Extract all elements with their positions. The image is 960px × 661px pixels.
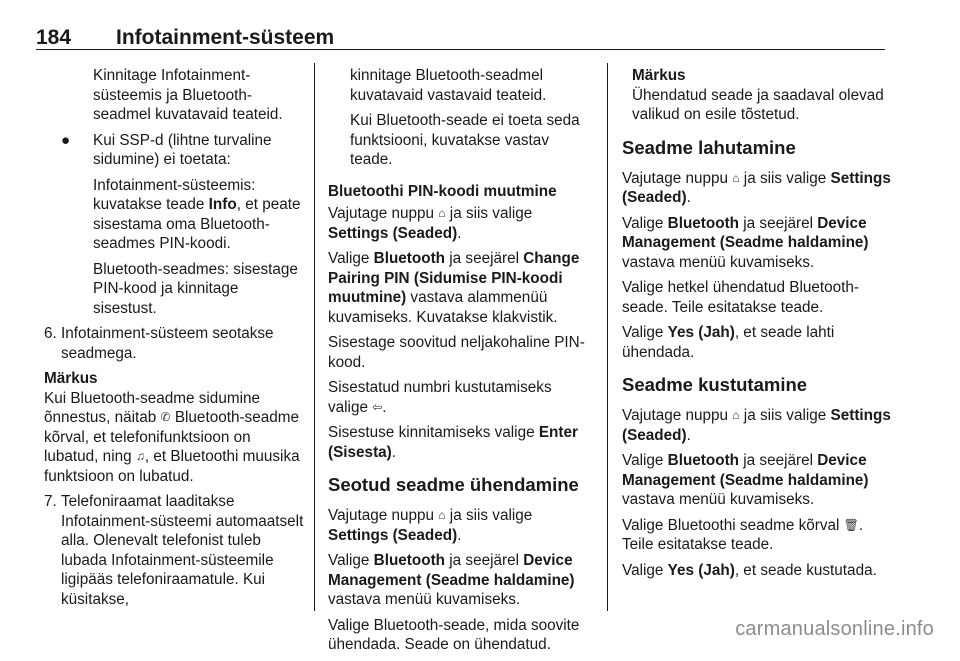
column-1 <box>44 66 306 615</box>
header-rule <box>36 49 885 50</box>
paragraph: Sisestatud numbri kustutamiseks valige ⇦. <box>328 379 552 416</box>
paragraph: Valige Yes (Jah), et seade lahti ühendada. <box>622 324 835 361</box>
list-item-7 <box>44 492 306 609</box>
note-label: Märkus <box>632 67 686 84</box>
home-icon: ⌂ <box>732 408 740 422</box>
music-note-icon: ♫ <box>135 449 145 463</box>
page-number: 184 <box>36 26 72 49</box>
paragraph: Valige Bluetoothi seadme kõrval 🗑. Teile esitatakse teade. <box>622 516 864 553</box>
list-item-6 <box>44 324 306 363</box>
paragraph-bt-devices: Bluetooth-seadmes: sisestage PIN-kood ja kinnitage sisestust. <box>93 260 298 317</box>
paragraph: Valige Bluetooth-seade, mida soovite ühendada. Seade on ühendatud. <box>328 616 580 653</box>
list-number: 6. <box>44 325 57 342</box>
paragraph: Vajutage nuppu ⌂ ja siis valige Settings (Seaded). <box>622 407 891 444</box>
paragraph: Valige Yes (Jah), et seade kustutada. <box>622 561 877 579</box>
paragraph: Sisestage soovitud neljakohaline PIN-kood. <box>328 334 585 371</box>
paragraph: Vajutage nuppu ⌂ ja siis valige Settings (Seaded). <box>328 205 533 242</box>
section-heading: Seadme lahutamine <box>622 136 796 158</box>
home-icon: ⌂ <box>732 170 740 185</box>
column-2 <box>328 66 594 661</box>
home-icon: ⌂ <box>438 508 446 522</box>
paragraph: Sisestuse kinnitamiseks valige Enter (Sisesta). <box>328 424 578 461</box>
paragraph-infotainment: Infotainment-süsteemis: kuvatakse teade Info, et peate sisestama oma Bluetooth-seadmes PIN-koodi. <box>93 176 301 252</box>
section-heading: Seadme kustutamine <box>622 374 808 395</box>
column-3 <box>622 66 892 586</box>
paragraph: Vajutage nuppu ⌂ ja siis valige Settings (Seaded). <box>328 507 533 544</box>
paragraph: Vajutage nuppu ⌂ ja siis valige Settings (Seaded). <box>622 169 891 206</box>
backspace-icon: ⇦ <box>372 399 383 414</box>
column-divider-1 <box>314 63 315 611</box>
bullet-text: Kui SSP-d (lihtne turvaline sidumine) ei toetata: <box>93 131 272 168</box>
sub-heading: Bluetoothi PIN-koodi muutmine <box>328 182 557 200</box>
home-icon: ⌂ <box>438 206 446 220</box>
paragraph: Valige Bluetooth ja seejärel Device Management (Seadme haldamine) vastava menüü kuvamiseks. <box>622 452 869 508</box>
list-text: Infotainment-süsteem seotakse seadmega. <box>61 325 274 362</box>
bullet-item <box>44 131 306 170</box>
page-title: Infotainment-süsteem <box>116 26 335 49</box>
paragraph: Valige Bluetooth ja seejärel Device Management (Seadme haldamine) vastava menüü kuvamiseks. <box>328 552 575 608</box>
paragraph: Kui Bluetooth-seade ei toeta seda funktsiooni, kuvatakse vastav teade. <box>350 112 580 168</box>
paragraph: Valige Bluetooth ja seejärel Change Pairing PIN (Sidumise PIN-koodi muutmine) vastava alammenüü kuvamiseks. Kuvatakse klakvistik. <box>328 250 580 326</box>
paragraph: Valige hetkel ühendatud Bluetooth-seade. Teile esitatakse teade. <box>622 279 859 316</box>
paragraph: kinnitage Bluetooth-seadmel kuvatavaid vastavaid teateid. <box>350 67 547 104</box>
column-divider-2 <box>607 63 608 611</box>
phone-icon: ✆ <box>160 410 171 424</box>
list-text: Telefoniraamat laaditakse Infotainment-süsteemi automaatselt alla. Olenevalt telefonist tuleb lubada Infotainment-süsteemile ligipääs telefoniraamatule. Kui küsitakse, <box>61 493 304 608</box>
section-heading: Seotud seadme ühendamine <box>328 474 579 495</box>
bullet-marker: ● <box>61 131 71 149</box>
note-label: Märkus <box>44 370 98 387</box>
paragraph: Kinnitage Infotainment-süsteemis ja Bluetooth-seadmel kuvatavaid teateid. <box>93 67 283 123</box>
note-text: Kui Bluetooth-seadme sidumine õnnestus, näitab ✆ Bluetooth-seadme kõrval, et telefonifunktsioon on lubatud, ning ♫, et Bluetoothi muusika funktsioon on lubatud. <box>44 389 300 485</box>
trash-icon: 🗑 <box>843 517 859 532</box>
paragraph: Valige Bluetooth ja seejärel Device Management (Seadme haldamine) vastava menüü kuvamiseks. <box>622 214 869 271</box>
watermark: carmanualsonline.info <box>735 618 934 640</box>
list-number: 7. <box>44 493 57 510</box>
note-text: Ühendatud seade ja saadaval olevad valikud on esile tõstetud. <box>632 86 884 123</box>
